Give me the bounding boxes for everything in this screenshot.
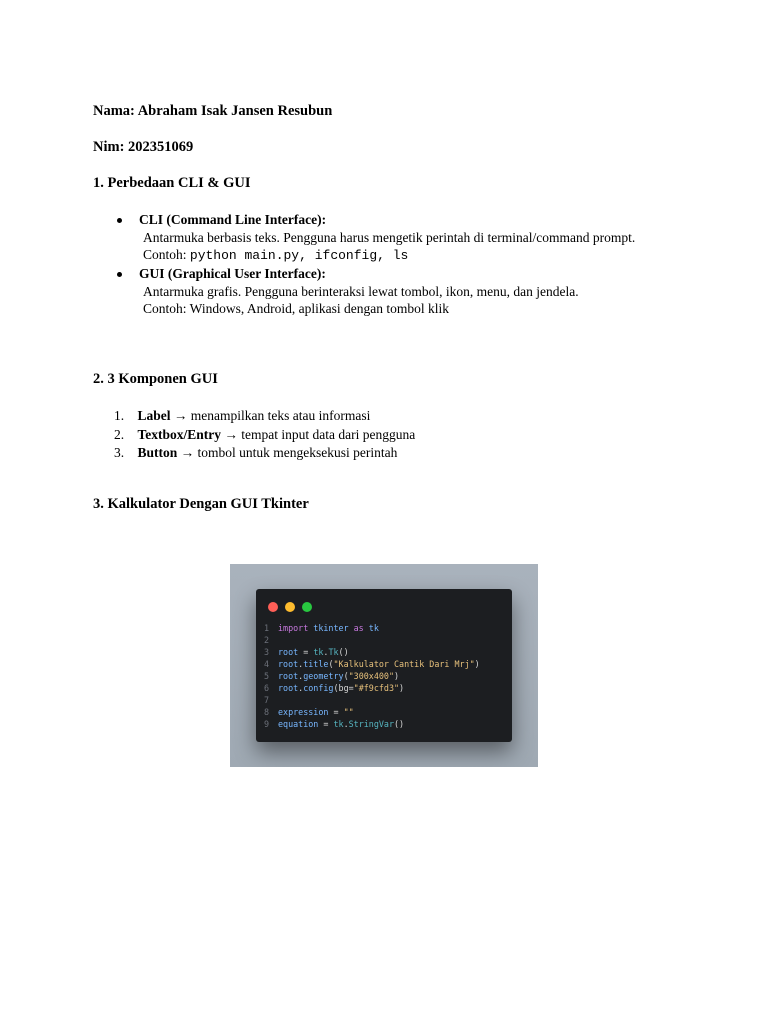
list-number: 1. xyxy=(114,408,125,423)
code-token: tk xyxy=(333,719,344,729)
code-token: equation xyxy=(278,719,319,729)
component-description: menampilkan teks atau informasi xyxy=(190,408,371,423)
code-token: StringVar xyxy=(348,719,395,729)
code-line xyxy=(264,646,480,658)
arrow-icon: → xyxy=(180,445,195,460)
bullet-gui xyxy=(117,272,122,277)
code-token: ( xyxy=(328,659,334,669)
code-token: ) xyxy=(474,659,480,669)
code-line xyxy=(264,682,480,694)
code-editor-window xyxy=(256,589,512,742)
line-number: 4 xyxy=(264,659,270,669)
cli-example-prefix: Contoh: xyxy=(143,247,190,262)
line-number: 6 xyxy=(264,683,270,693)
code-token: ( xyxy=(343,671,349,681)
cli-term: CLI (Command Line Interface): xyxy=(139,212,327,227)
code-token: root xyxy=(278,659,299,669)
code-block xyxy=(264,622,480,730)
component-term: Button xyxy=(137,445,178,460)
code-token: tkinter xyxy=(313,623,354,633)
code-token: config xyxy=(303,683,334,693)
cli-description: Antarmuka berbasis teks. Pengguna harus mengetik perintah di terminal/command prompt. xyxy=(143,230,636,245)
maximize-dot-icon xyxy=(302,602,312,612)
code-token: . xyxy=(298,671,304,681)
code-token: ) xyxy=(394,671,400,681)
code-token: expression xyxy=(278,707,329,717)
code-token: . xyxy=(298,683,304,693)
component-term: Textbox/Entry xyxy=(137,427,222,442)
gui-description: Antarmuka grafis. Pengguna berinteraksi lewat tombol, ikon, menu, dan jendela. xyxy=(143,284,579,299)
student-name: Nama: Abraham Isak Jansen Resubun xyxy=(93,103,333,119)
list-item-button xyxy=(114,445,397,461)
list-number: 3. xyxy=(114,445,125,460)
list-item-textbox xyxy=(114,427,415,443)
code-token: () xyxy=(338,647,349,657)
code-token: title xyxy=(303,659,329,669)
component-description: tombol untuk mengeksekusi perintah xyxy=(197,445,398,460)
component-term: Label xyxy=(137,408,171,423)
section-3-title: 3. Kalkulator Dengan GUI Tkinter xyxy=(93,496,309,512)
code-token: Tk xyxy=(328,647,339,657)
close-dot-icon xyxy=(268,602,278,612)
minimize-dot-icon xyxy=(285,602,295,612)
student-nim: Nim: 202351069 xyxy=(93,139,194,155)
line-number: 2 xyxy=(264,635,270,645)
list-number: 2. xyxy=(114,427,125,442)
component-description: tempat input data dari pengguna xyxy=(241,427,416,442)
code-token: . xyxy=(298,659,304,669)
code-token: . xyxy=(343,719,349,729)
code-token: import xyxy=(278,623,314,633)
code-token: (bg= xyxy=(333,683,354,693)
line-number: 7 xyxy=(264,695,270,705)
line-number: 9 xyxy=(264,719,270,729)
code-token: root xyxy=(278,683,299,693)
bullet-cli xyxy=(117,218,122,223)
code-line xyxy=(264,634,480,646)
code-token: geometry xyxy=(303,671,344,681)
code-token: ) xyxy=(399,683,405,693)
code-token: = xyxy=(298,647,314,657)
code-token: = xyxy=(318,719,334,729)
gui-term: GUI (Graphical User Interface): xyxy=(139,266,326,281)
code-token: root xyxy=(278,671,299,681)
code-token: root xyxy=(278,647,299,657)
line-number: 8 xyxy=(264,707,270,717)
code-screenshot-image xyxy=(230,564,538,767)
code-token: . xyxy=(323,647,329,657)
code-line xyxy=(264,706,480,718)
section-2-title: 2. 3 Komponen GUI xyxy=(93,371,218,387)
code-token: as xyxy=(353,623,369,633)
code-token: tk xyxy=(313,647,324,657)
code-token: "#f9cfd3" xyxy=(353,683,400,693)
code-token: "Kalkulator Cantik Dari Mrj" xyxy=(333,659,475,669)
code-line xyxy=(264,658,480,670)
code-token: "" xyxy=(343,707,354,717)
code-line xyxy=(264,670,480,682)
list-item-label xyxy=(114,408,370,424)
line-number: 3 xyxy=(264,647,270,657)
line-number: 1 xyxy=(264,623,270,633)
code-token: = xyxy=(328,707,344,717)
code-line xyxy=(264,718,480,730)
arrow-icon: → xyxy=(173,408,188,423)
code-line xyxy=(264,622,480,634)
cli-example xyxy=(143,247,408,263)
cli-example-code: python main.py, ifconfig, ls xyxy=(189,248,409,263)
gui-example: Contoh: Windows, Android, aplikasi dengan tombol klik xyxy=(143,301,449,316)
code-token: "300x400" xyxy=(348,671,394,681)
arrow-icon: → xyxy=(224,427,238,442)
code-token: () xyxy=(394,719,405,729)
line-number: 5 xyxy=(264,671,270,681)
code-line xyxy=(264,694,480,706)
code-token: tk xyxy=(368,623,379,633)
section-1-title: 1. Perbedaan CLI & GUI xyxy=(93,175,251,191)
